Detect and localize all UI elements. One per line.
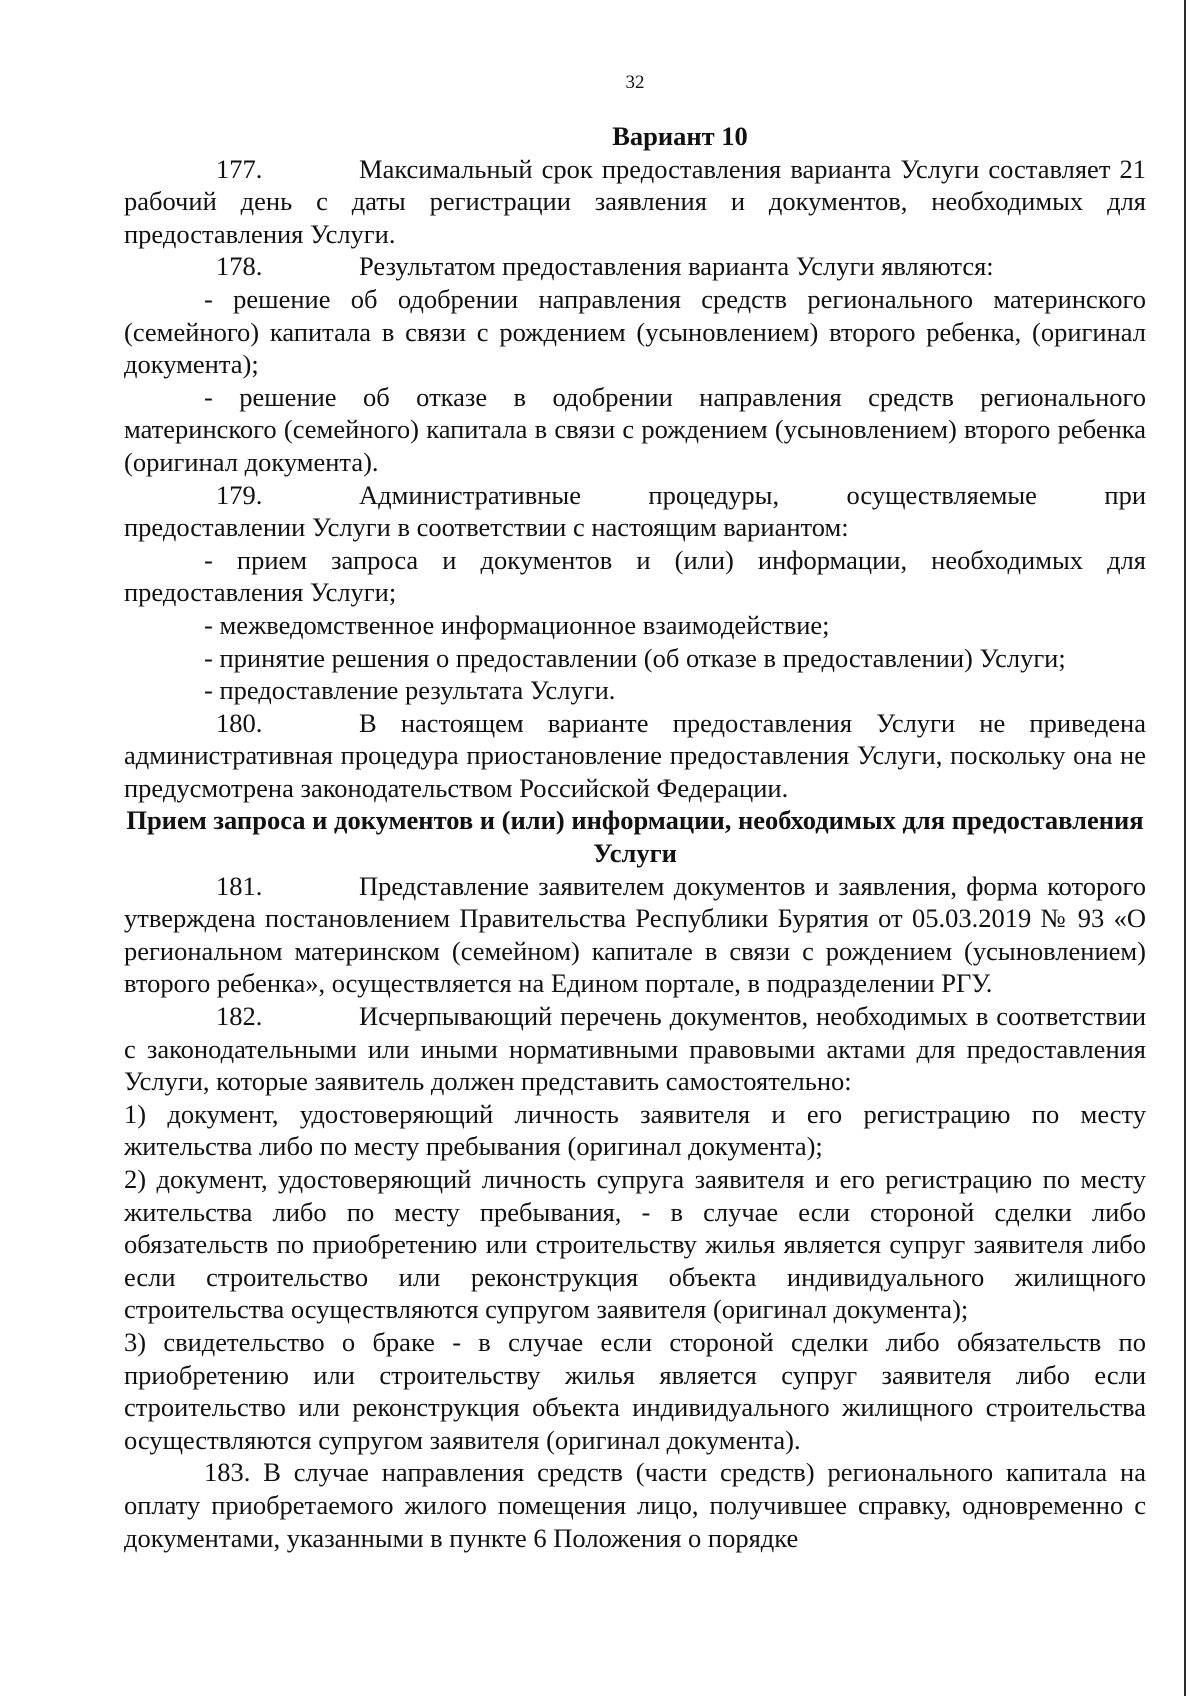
page-edge-line <box>1184 0 1186 1696</box>
paragraph-number: 181. <box>216 870 263 901</box>
paragraph-182 <box>124 1000 1146 1098</box>
paragraph-number: 179. <box>216 479 263 510</box>
paragraph-181 <box>124 870 1146 1000</box>
list-item: 1) документ, удостоверяющий личность заявителя и его регистрацию по месту жительства либо по месту пребывания (оригинал документа); <box>124 1098 1146 1162</box>
list-item: - межведомственное информационное взаимодействие; <box>204 609 830 640</box>
paragraph-text: Исчерпывающий перечень документов, необходимых в соответствии с законодательными или иными нормативными правовыми актами для предоставления Услуги, которые заявитель должен представить самостоятельно: <box>124 1001 1146 1097</box>
paragraph-number: 177. <box>216 153 263 184</box>
list-item: - прием запроса и документов и (или) информации, необходимых для предоставления Услуги; <box>124 544 1146 608</box>
paragraph-number: 178. <box>216 251 263 282</box>
document-body <box>124 120 1146 1554</box>
paragraph-183: 183. В случае направления средств (части средств) регионального капитала на оплату приобретаемого жилого помещения лицо, получившее справку, одновременно с документами, указанными в пункте 6 Положения о порядке <box>124 1457 1146 1553</box>
paragraph-177 <box>124 153 1146 251</box>
list-item: - принятие решения о предоставлении (об отказе в предоставлении) Услуги; <box>204 642 1066 673</box>
paragraph-text: В настоящем варианте предоставления Услуги не приведена административная процедура приостановление предоставления Услуги, поскольку она не предусмотрена законодательством Российской Федерации. <box>124 707 1146 803</box>
list-item: - предоставление результата Услуги. <box>204 675 616 706</box>
paragraph-178 <box>124 250 1146 283</box>
variant-heading: Вариант 10 <box>612 121 748 151</box>
paragraph-number: 180. <box>216 707 263 738</box>
paragraph-179 <box>124 479 1146 544</box>
paragraph-text: Представление заявителем документов и заявления, форма которого утверждена постановлением Правительства Республики Бурятия от 05.03.2019 № 93 «О региональном материнском (семейном) капитале в связи с рождением (усыновлением) второго ребенка», осуществляется на Едином портале, в подразделении РГУ. <box>124 870 1146 999</box>
paragraph-text: Максимальный срок предоставления варианта Услуги составляет 21 рабочий день с даты регистрации заявления и документов, необходимых для предоставления Услуги. <box>124 153 1146 249</box>
paragraph-180 <box>124 707 1146 805</box>
list-item: 2) документ, удостоверяющий личность супруга заявителя и его регистрацию по месту жительства либо по месту пребывания, - в случае если стороной сделки либо обязательств по приобретению или строительству жилья является супруг заявителя либо если строительство или реконструкция объекта индивидуального жилищного строительства осуществляются супругом заявителя (оригинал документа); <box>124 1164 1146 1325</box>
page-number: 32 <box>625 72 645 93</box>
list-item: - решение об одобрении направления средств регионального материнского (семейного) капитала в связи с рождением (усыновлением) второго ребенка, (оригинал документа); <box>124 283 1146 380</box>
section-heading: Прием запроса и документов и (или) информации, необходимых для предоставления Услуги <box>126 805 1144 869</box>
paragraph-text: Результатом предоставления варианта Услуги являются: <box>359 251 994 282</box>
list-item: - решение об отказе в одобрении направления средств регионального материнского (семейного) капитала в связи с рождением (усыновлением) второго ребенка (оригинал документа). <box>124 381 1146 477</box>
list-item: 3) свидетельство о браке - в случае если стороной сделки либо обязательств по приобретению или строительству жилья является супруг заявителя либо если строительство или реконструкция объекта индивидуального жилищного строительства осуществляются супругом заявителя (оригинал документа). <box>124 1326 1146 1455</box>
paragraph-number: 182. <box>216 1001 263 1032</box>
paragraph-text: Административные процедуры, осуществляемые при предоставлении Услуги в соответствии с настоящим вариантом: <box>124 479 1146 543</box>
